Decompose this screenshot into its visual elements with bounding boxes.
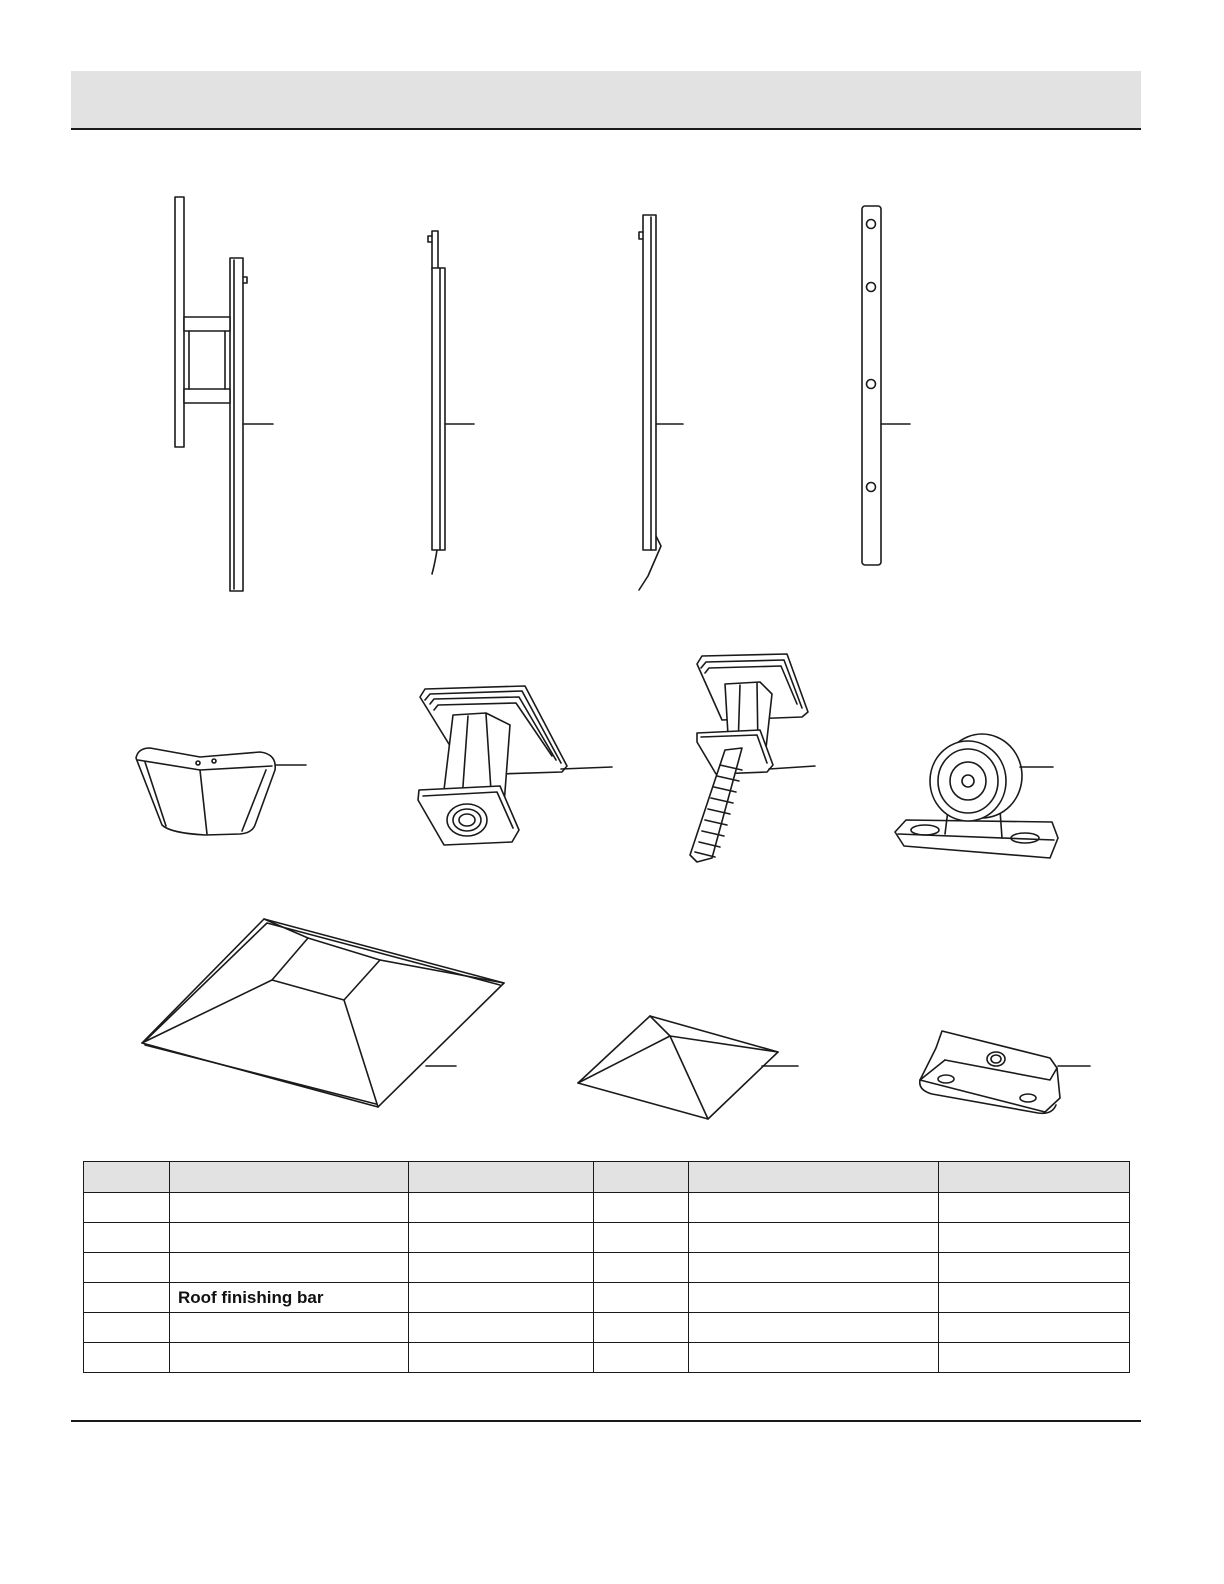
table-cell (84, 1223, 170, 1253)
table-cell (594, 1253, 689, 1283)
table-cell (939, 1313, 1130, 1343)
table-row (84, 1283, 1130, 1313)
table-cell (594, 1223, 689, 1253)
part-corner-foot-drawing (136, 748, 306, 835)
part-pyramid-cap-drawing (578, 1016, 798, 1119)
table-cell (594, 1313, 689, 1343)
part-pole-a-drawing (428, 231, 474, 574)
table-cell (84, 1253, 170, 1283)
table-row (84, 1193, 1130, 1223)
table-header-cell (689, 1162, 939, 1193)
table-cell (84, 1313, 170, 1343)
table-cell (594, 1283, 689, 1313)
table-cell (409, 1223, 594, 1253)
table-cell (689, 1193, 939, 1223)
table-cell (939, 1283, 1130, 1313)
table-cell (409, 1283, 594, 1313)
table-header-cell (170, 1162, 409, 1193)
table-cell (594, 1343, 689, 1373)
table-cell-part-name: Roof finishing bar (170, 1283, 409, 1313)
table-header-cell (594, 1162, 689, 1193)
table-cell (170, 1343, 409, 1373)
table-cell (84, 1193, 170, 1223)
table-row (84, 1313, 1130, 1343)
table-cell (689, 1343, 939, 1373)
table-header-cell (409, 1162, 594, 1193)
table-cell (594, 1193, 689, 1223)
table-cell (409, 1193, 594, 1223)
part-pole-b-drawing (639, 215, 683, 590)
table-cell (170, 1223, 409, 1253)
part-double-post-drawing (175, 197, 273, 591)
table-cell (84, 1343, 170, 1373)
table-cell (84, 1283, 170, 1313)
table-cell (939, 1253, 1130, 1283)
table-header-row (84, 1162, 1130, 1193)
table-cell (170, 1253, 409, 1283)
table-cell (409, 1313, 594, 1343)
table-row (84, 1343, 1130, 1373)
table-cell (939, 1223, 1130, 1253)
part-pulley-drawing (895, 734, 1058, 858)
table-cell (170, 1313, 409, 1343)
parts-table (83, 1161, 1130, 1373)
part-connector-nut-drawing (418, 686, 612, 845)
table-cell (939, 1343, 1130, 1373)
table-cell (939, 1193, 1130, 1223)
part-l-bracket-drawing (920, 1031, 1090, 1113)
table-cell (689, 1313, 939, 1343)
table-row (84, 1253, 1130, 1283)
table-cell (409, 1343, 594, 1373)
footer-rule (71, 1420, 1141, 1422)
part-roof-panel-drawing (142, 919, 504, 1107)
part-perforated-bar-drawing (862, 206, 910, 565)
table-header-cell (84, 1162, 170, 1193)
table-cell (170, 1193, 409, 1223)
table-cell (689, 1253, 939, 1283)
table-header-cell (939, 1162, 1130, 1193)
table-cell (409, 1253, 594, 1283)
table-cell (689, 1223, 939, 1253)
table-cell (689, 1283, 939, 1313)
part-connector-bolt-drawing (690, 654, 815, 862)
table-row (84, 1223, 1130, 1253)
